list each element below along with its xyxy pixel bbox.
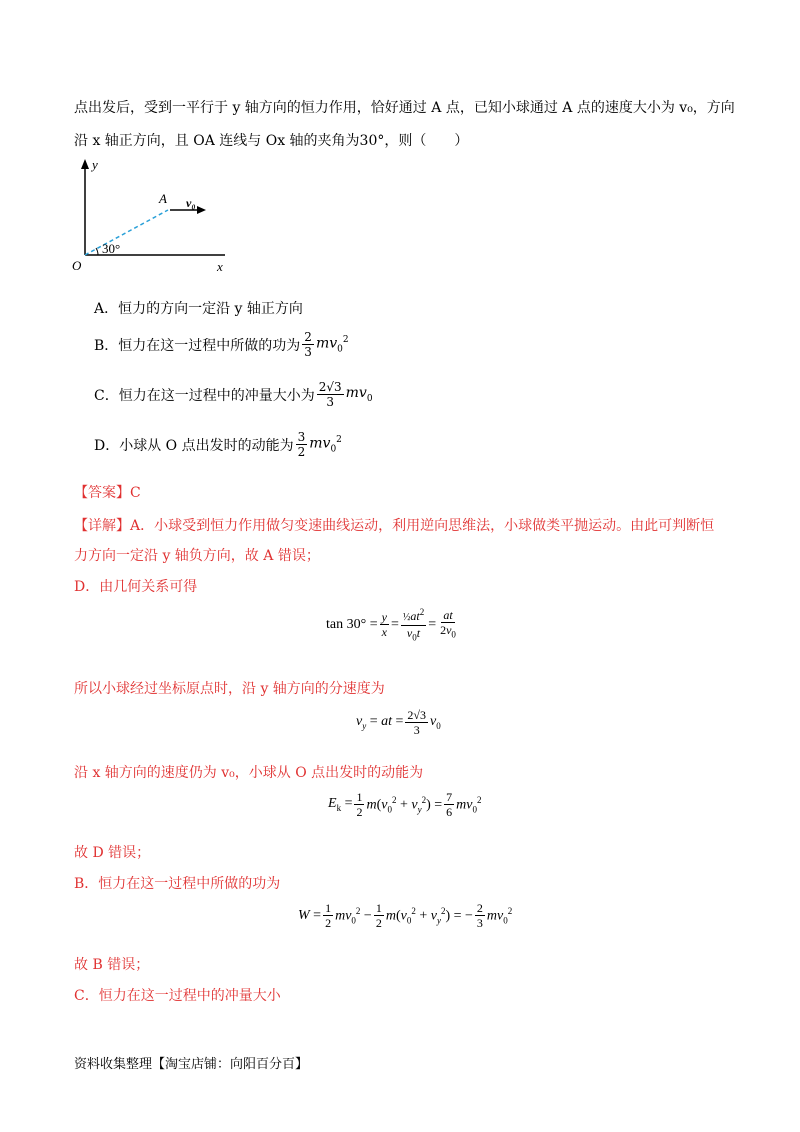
option-b-formula-tail: $mv_0^2$ (315, 334, 349, 355)
option-a-text: A．恒力的方向一定沿 y 轴正方向 (94, 301, 303, 317)
explanation-b-wrong: 故 B 错误； (74, 957, 150, 973)
option-b-text: B．恒力在这一过程中所做的功为 (94, 337, 301, 354)
y-axis-label: y (92, 157, 98, 172)
option-b (94, 330, 349, 359)
coordinate-figure (60, 155, 240, 275)
option-d-fraction: $\frac{3}{2}$ (297, 430, 306, 459)
explanation-line-2: 力方向一定沿 y 轴负方向，故 A 错误； (74, 548, 320, 564)
question-line-1: 点出发后，受到一平行于 y 轴方向的恒力作用，恰好通过 A 点，已知小球通过 A 点的速度大小为 v₀，方向 (74, 100, 735, 116)
angle-label: 30° (102, 241, 121, 256)
equation-ek: $E_k$ = $\frac{1}{2}$ $m(v_0^2 + v_y^2)$ = $\frac{7}{6}$ $mv_0^2$ (328, 790, 482, 819)
explanation-ek-line: 沿 x 轴方向的速度仍为 v₀，小球从 O 点出发时的动能为 (74, 765, 424, 781)
explanation-c-head: C．恒力在这一过程中的冲量大小 (74, 988, 281, 1004)
option-c-formula-tail: $mv_0$ (345, 385, 373, 404)
equation-tan30: tan 30° = $\frac{y}{x}$ = $\frac{\frac{1}{2}at^2}{v_0t}$ = $\frac{at}{2v_0}$ (326, 607, 456, 643)
explanation-line-1: 【详解】A．小球受到恒力作用做匀变速曲线运动，利用逆向思维法，小球做类平抛运动。由此可判断恒 (74, 518, 715, 534)
point-a-label: A (159, 191, 167, 206)
origin-label: O (72, 258, 82, 273)
option-b-fraction: $\frac{2}{3}$ (304, 330, 312, 359)
explanation-d-head: D．由几何关系可得 (74, 579, 198, 595)
option-c (94, 380, 373, 409)
x-axis-label: x (217, 259, 223, 274)
oa-dashed-line (85, 210, 168, 255)
option-d-formula-tail: $mv_0^2$ (309, 434, 342, 455)
option-d-text: D．小球从 O 点出发时的动能为 (94, 437, 294, 454)
option-d (94, 430, 342, 459)
explanation-d-wrong: 故 D 错误； (74, 845, 151, 861)
v0-arrowhead (197, 206, 206, 214)
angle-arc (96, 248, 98, 255)
option-c-text: C．恒力在这一过程中的冲量大小为 (94, 387, 315, 404)
answer-label: 【答案】C (74, 485, 141, 501)
question-line-2: 沿 x 轴正方向，且 OA 连线与 Ox 轴的夹角为30°，则（ ） (74, 133, 469, 149)
explanation-vy-line: 所以小球经过坐标原点时，沿 y 轴方向的分速度为 (74, 681, 385, 697)
equation-vy: $v_y$ = at = $\frac{2√3}{3}$ $v_0$ (356, 708, 441, 737)
equation-work: W = $\frac{1}{2}$ $mv_0^2$ − $\frac{1}{2}$ $m(v_0^2 + v_y^2)$ = − $\frac{2}{3}$ $mv_0^2$ (298, 901, 513, 930)
v0-label: v₀ (186, 196, 196, 210)
explanation-b-head: B．恒力在这一过程中所做的功为 (74, 876, 281, 892)
option-c-fraction: $\frac{2√3}{3}$ (318, 380, 342, 409)
footer-text: 资料收集整理【淘宝店铺：向阳百分百】 (74, 1057, 309, 1072)
option-a (94, 298, 303, 318)
y-axis-arrow (81, 159, 89, 169)
